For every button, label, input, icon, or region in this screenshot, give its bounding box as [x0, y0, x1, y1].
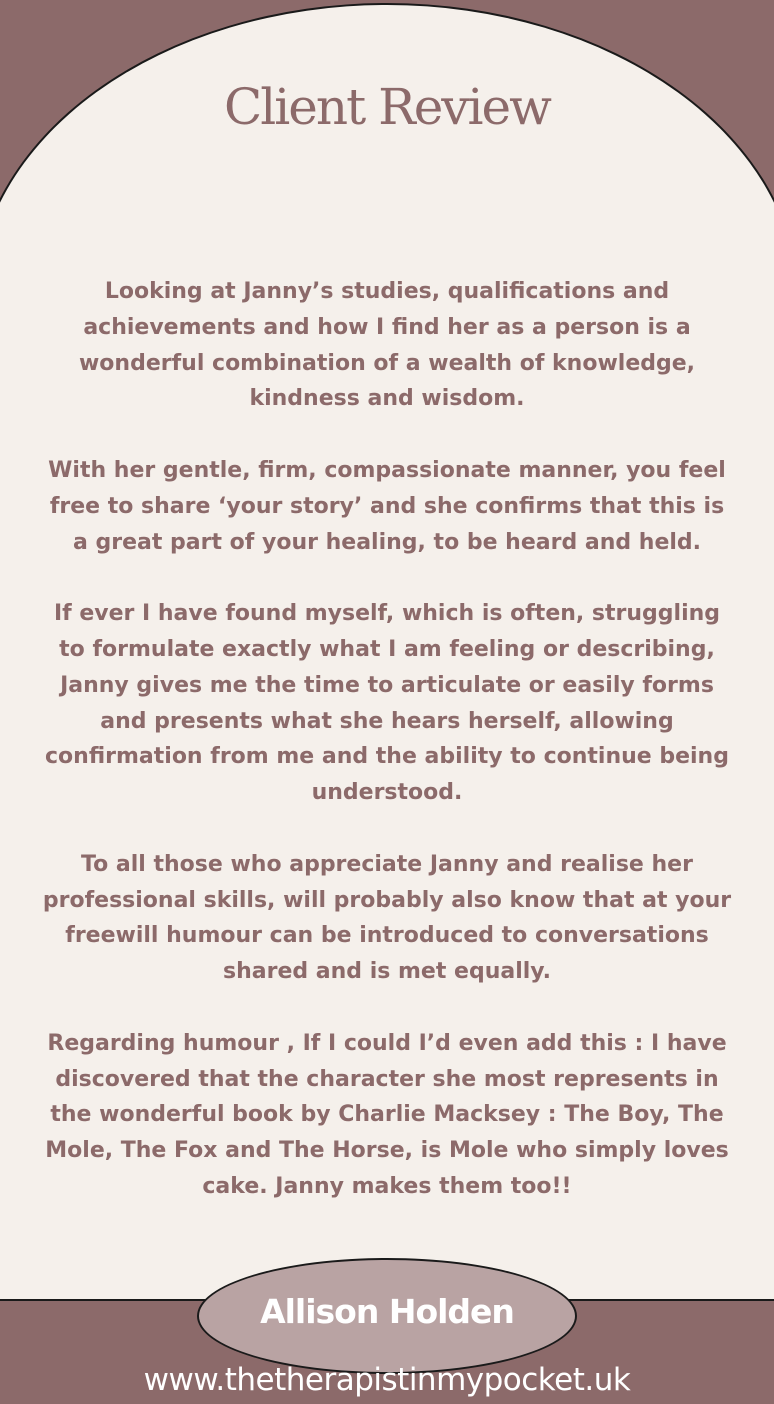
reviewer-name: Allison Holden [260, 1292, 514, 1331]
review-paragraph-4: To all those who appreciate Janny and realise her professional skills, will probably also know that at your freewill humour can be introduced to conversations shared and is met equally. [42, 851, 732, 985]
review-paragraph-3: If ever I have found myself, which is often, struggling to formulate exactly what I am feeling or describing, Janny gives me the time to articulate or easily forms and presents what she hears herself, allowing confirmation from me and the ability to continue being understood. [45, 601, 729, 806]
page-title: Client Review [224, 78, 550, 136]
review-text [40, 274, 734, 1241]
review-paragraph-2: With her gentle, firm, compassionate manner, you feel free to share ‘your story’ and she confirms that this is a great part of your healing, to be heard and held. [48, 457, 726, 555]
website-link[interactable]: www.thetherapistinmypocket.uk [143, 1362, 631, 1398]
review-paragraph-5: Regarding humour , If I could I’d even add this : I have discovered that the character she most represents in the wonderful book by Charlie Macksey : The Boy, The Mole, The Fox and The Horse, is Mole who simply loves cake. Janny makes them too!! [45, 1030, 729, 1199]
review-paragraph-1: Looking at Janny’s studies, qualifications and achievements and how I find her as a person is a wonderful combination of a wealth of knowledge, kindness and wisdom. [78, 279, 696, 412]
